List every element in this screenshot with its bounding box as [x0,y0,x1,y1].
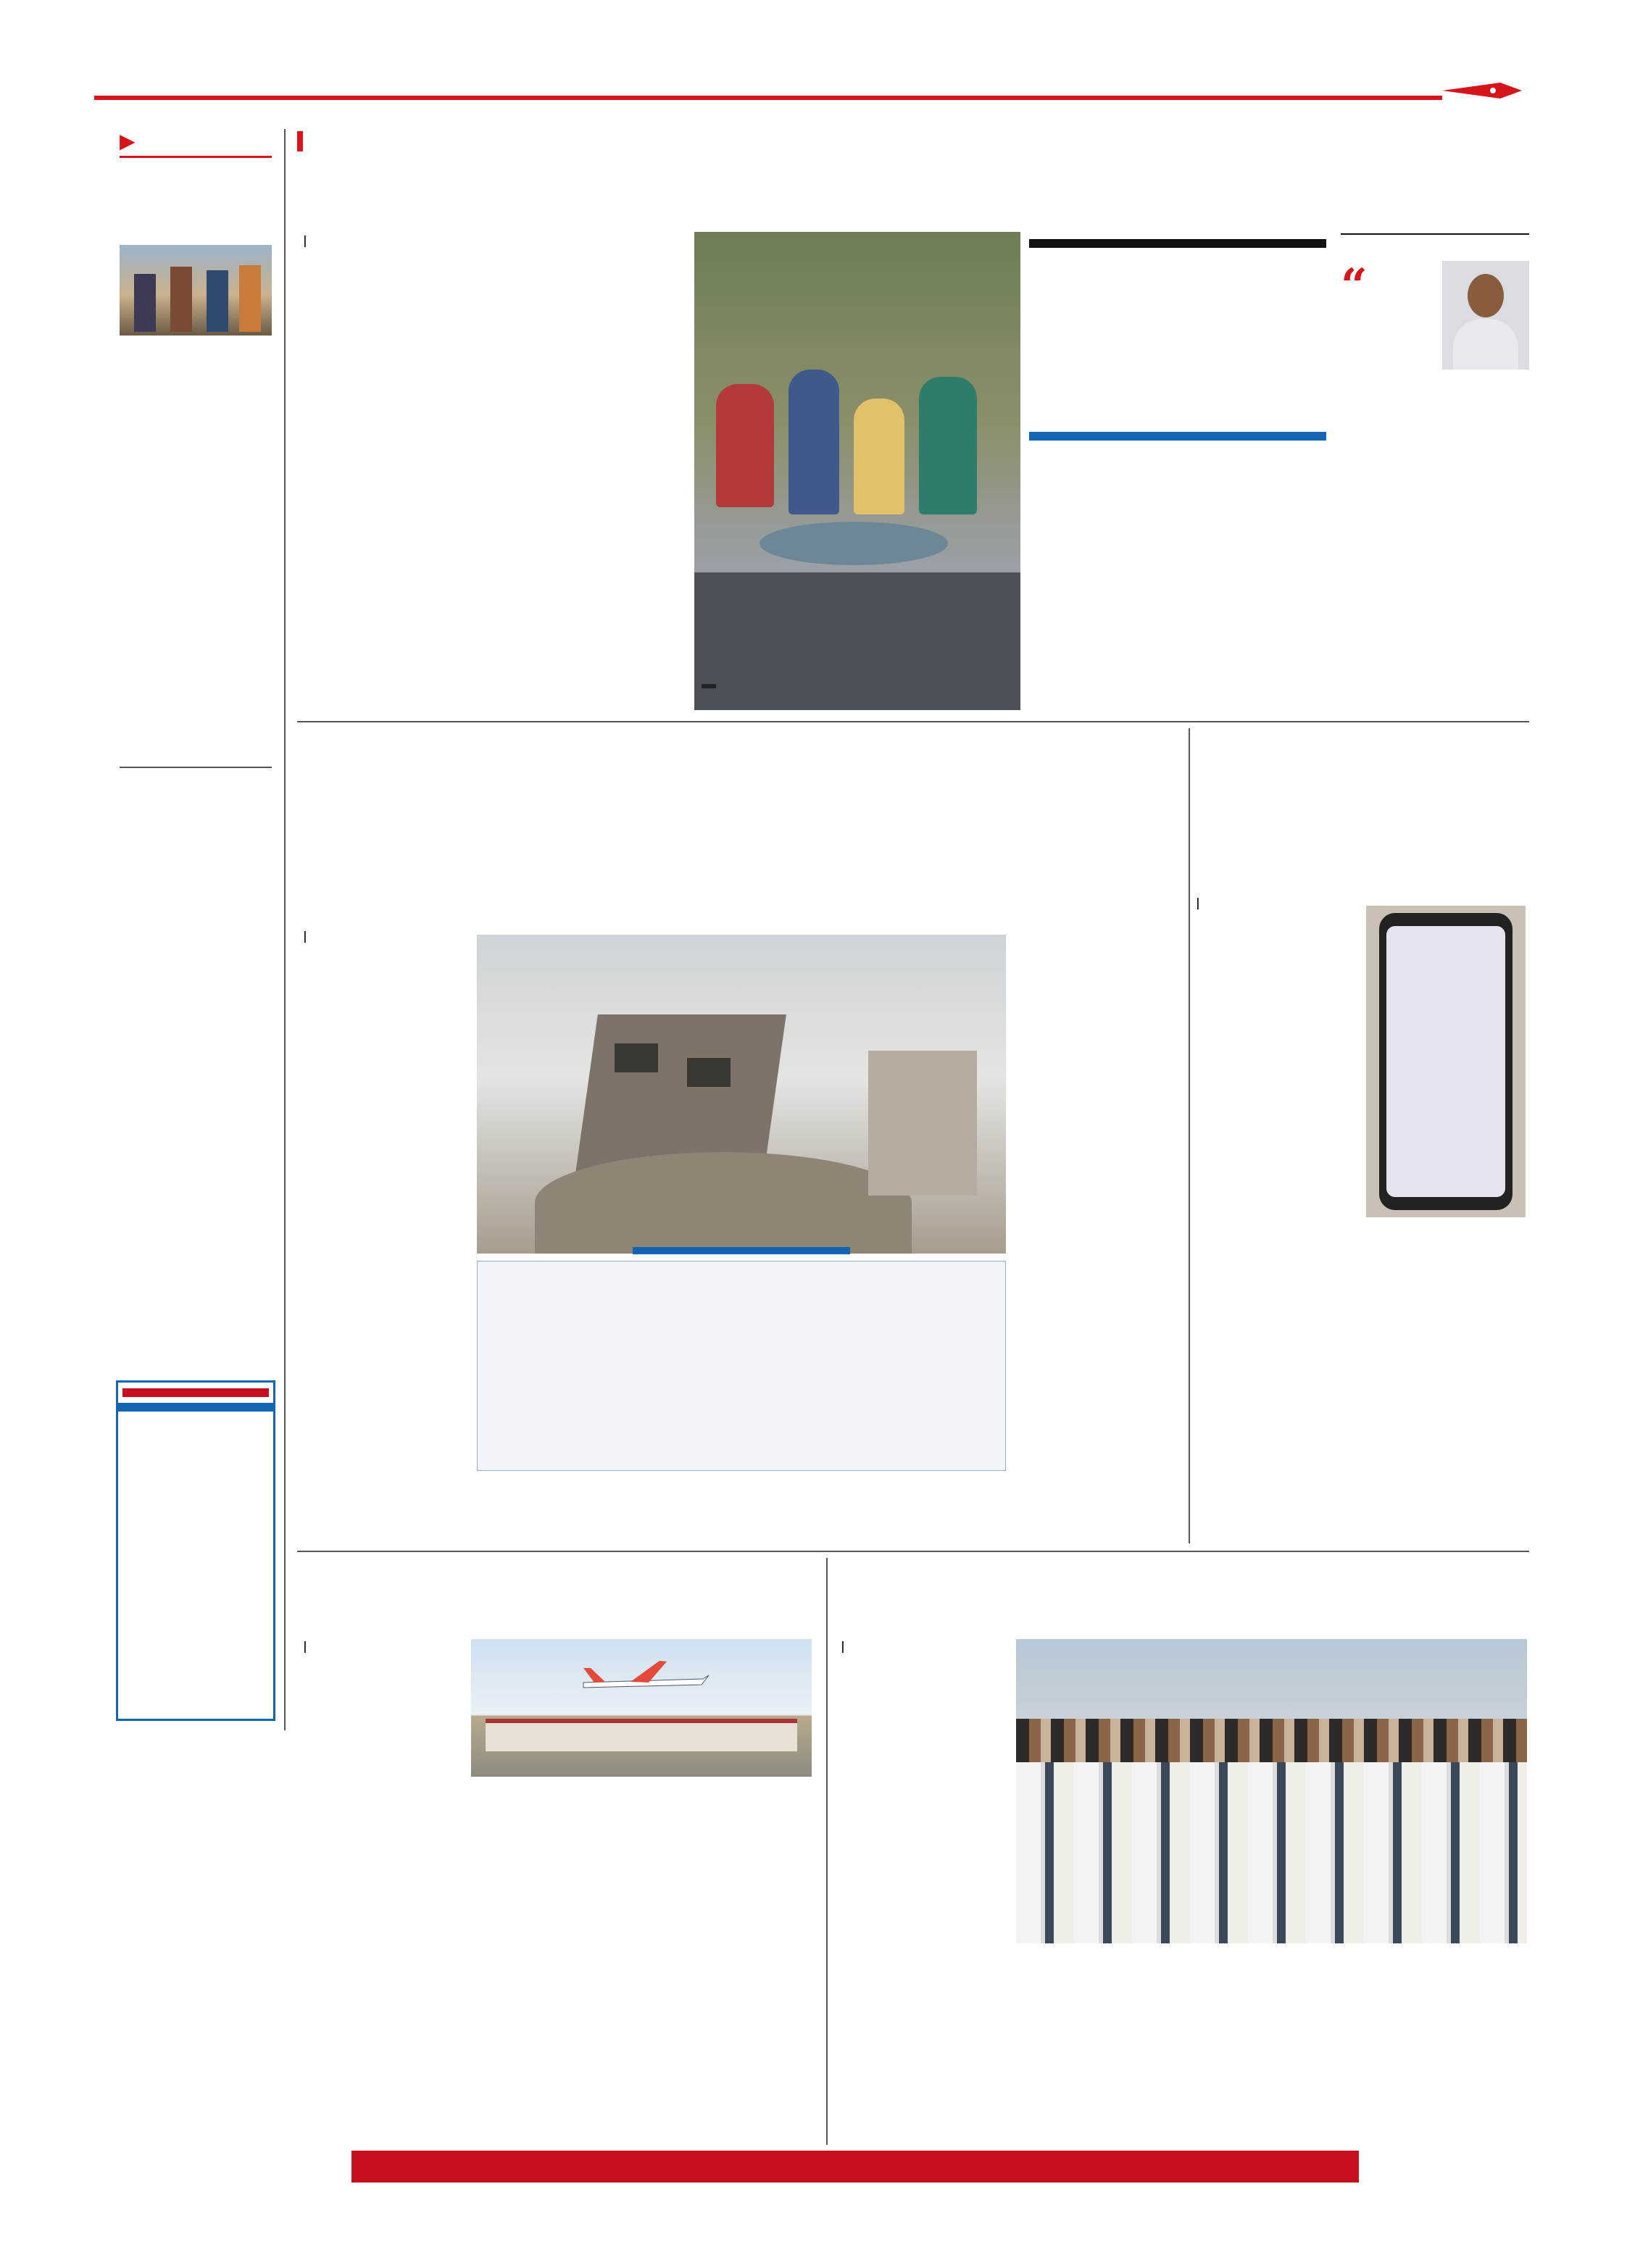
alert-body-col2 [1366,1225,1527,1543]
nurses-body-left [841,1656,1004,1946]
lead-photo-credit [702,684,716,688]
story2-side [1015,935,1183,1543]
lead-box2-title [1029,432,1326,441]
airport-byline: | [303,1639,307,1653]
quote-mark-icon: “ [1341,259,1368,313]
sidebar [120,129,272,1325]
story2-byline: | [303,929,307,943]
sidebar-story2-body [120,848,272,1369]
lead-box1-title [1029,239,1326,248]
pen-nib-icon [1442,80,1522,101]
alert-byline: | [1196,896,1200,909]
lead-box1 [1029,239,1326,710]
sidebar-arrow-icon: ▶ [120,129,136,153]
lead-photo [694,232,1020,710]
nurses-body-bottom [841,1949,1527,2141]
masthead-rule [94,96,1442,100]
lead-kicker [297,128,1522,153]
lead-kicker-marker [297,131,303,151]
lead-byline: | [303,233,307,247]
sidebar-story1-body [120,341,272,761]
nurses-byline: | [841,1639,845,1653]
story2-body-bottom [477,1478,1006,1543]
story2-box [477,1261,1006,1471]
quote-text-a [1373,264,1435,430]
ad-red-box [122,1388,269,1397]
story2-box-body [478,1254,1005,1443]
alert-body-col1 [1196,913,1357,1543]
ad-email[interactable] [118,1403,273,1412]
story-banner [351,2151,1359,2182]
airport-body-col1 [303,1656,464,1730]
phone-photo [1366,906,1526,1217]
story2-body-col1 [303,946,464,1634]
quote-text-b [1341,436,1529,574]
airplane-icon [580,1657,710,1701]
quote-heading [1341,232,1529,235]
masthead [94,29,1544,109]
lead-box1-body [1029,252,1326,426]
nurses-photo [1016,1639,1527,1943]
demolition-photo [477,935,1006,1254]
sidebar-story1-photo [120,245,272,335]
story2-box-title [633,1247,850,1254]
sidebar-ad [116,1380,275,1721]
lead-quote [1341,232,1529,710]
lead-body [303,251,680,709]
side2-body [1015,1220,1183,1430]
side1-body [1015,938,1183,1213]
lead-box2-body [1029,445,1326,568]
quote-portrait [1442,261,1529,370]
